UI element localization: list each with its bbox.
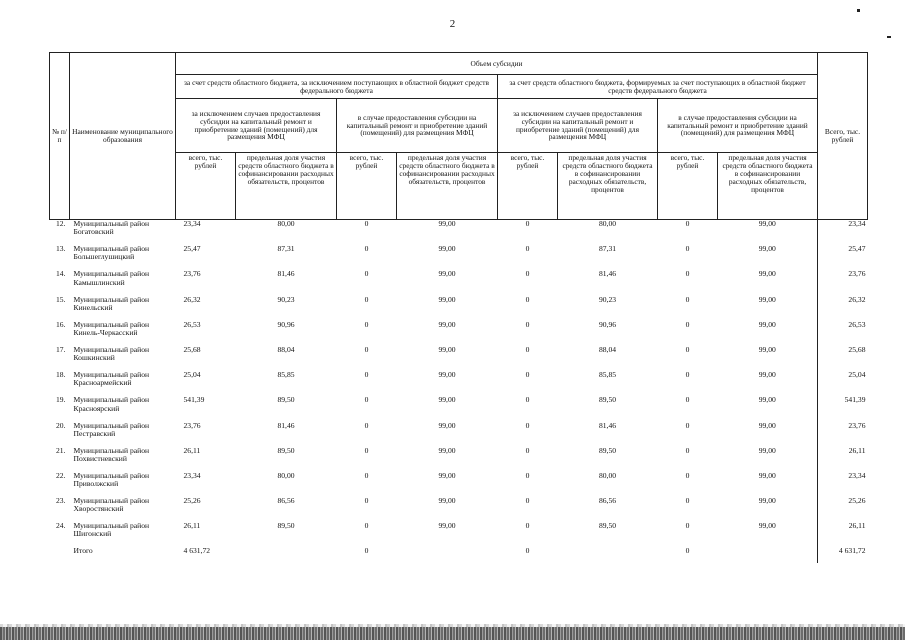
- row-total: 23,34: [818, 220, 868, 246]
- cell-sum: 0: [364, 370, 369, 380]
- row-total: 23,34: [818, 472, 868, 497]
- table-row: [50, 245, 868, 270]
- cell-pct: 99,00: [438, 370, 456, 380]
- table-row: [50, 497, 868, 522]
- cell-sum: 0: [364, 395, 369, 405]
- header-group-federal: за счет средств областного бюджета, формируемых за счет поступающих в областной бюджет средств федерального бюджета: [498, 75, 818, 99]
- row-total: 23,76: [818, 270, 868, 295]
- municipality-name: Муниципальный район Похвистневский: [73, 445, 150, 463]
- header-sum: всего, тыс. рублей: [176, 153, 236, 220]
- header-name: Наименование муниципального образования: [70, 53, 176, 220]
- cell-pct: 99,00: [438, 496, 456, 506]
- cell-sum: 0: [685, 294, 690, 304]
- cell-sum: 0: [364, 319, 369, 329]
- cell-sum: 0: [364, 344, 369, 354]
- table-row: [50, 296, 868, 321]
- row-number: 20.: [56, 420, 66, 430]
- cell-sum: 0: [525, 445, 530, 455]
- row-number: 13.: [56, 244, 66, 254]
- page-number: 2: [449, 18, 456, 30]
- cell-pct: 99,00: [438, 294, 456, 304]
- header-volume: Объем субсидии: [176, 53, 818, 75]
- cell-pct: 90,23: [277, 294, 295, 304]
- cell-sum: 0: [685, 244, 690, 254]
- municipality-name: Муниципальный район Хворостянский: [73, 496, 150, 514]
- cell-sum: 23,76: [183, 269, 201, 279]
- municipality-name: Муниципальный район Камышлинский: [73, 269, 150, 287]
- cell-pct: 90,23: [598, 294, 617, 304]
- cell-sum: 23,76: [183, 420, 201, 430]
- cell-sum: 0: [364, 546, 369, 556]
- cell-pct: [718, 547, 818, 563]
- table-row: [50, 472, 868, 497]
- cell-pct: 99,00: [758, 319, 776, 329]
- cell-sum: 0: [685, 269, 690, 279]
- cell-pct: 99,00: [758, 496, 776, 506]
- cell-sum: 0: [525, 269, 530, 279]
- row-number: 19.: [56, 395, 66, 405]
- municipality-name: Муниципальный район Кинельский: [73, 294, 150, 312]
- row-number: 23.: [56, 496, 66, 506]
- cell-pct: 88,04: [598, 344, 617, 354]
- header-num: № п/п: [50, 53, 70, 220]
- cell-pct: 80,00: [598, 470, 617, 480]
- cell-sum: 0: [364, 294, 369, 304]
- cell-pct: 81,46: [598, 269, 617, 279]
- cell-pct: [558, 547, 658, 563]
- header-federal-excl: за исключением случаев предоставления субсидии на капитальный ремонт и приобретение зданий (помещений) для размещения МФЦ: [498, 99, 658, 153]
- cell-sum: 0: [525, 521, 530, 531]
- table-row: [50, 396, 868, 421]
- subsidy-table: [49, 52, 868, 563]
- row-total: 25,26: [818, 497, 868, 522]
- cell-sum: 0: [525, 344, 530, 354]
- cell-pct: 99,00: [438, 470, 456, 480]
- cell-pct: 99,00: [758, 521, 776, 531]
- cell-pct: 99,00: [758, 445, 776, 455]
- scan-edge: [0, 627, 905, 640]
- header-total: Всего, тыс. рублей: [818, 53, 868, 220]
- row-total: 25,47: [818, 245, 868, 270]
- cell-pct: 81,46: [277, 420, 295, 430]
- cell-pct: 88,04: [277, 344, 295, 354]
- cell-sum: 0: [685, 319, 690, 329]
- row-number: 24.: [56, 521, 66, 531]
- total-row: [50, 547, 868, 563]
- cell-sum: 0: [364, 445, 369, 455]
- row-total: 541,39: [818, 396, 868, 421]
- cell-sum: 0: [685, 370, 690, 380]
- cell-sum: 541,39: [183, 395, 205, 405]
- cell-sum: 0: [364, 244, 369, 254]
- cell-pct: 99,00: [438, 219, 456, 228]
- cell-pct: 85,85: [277, 370, 295, 380]
- table-row: [50, 220, 868, 246]
- cell-sum: 0: [525, 496, 530, 506]
- cell-pct: 99,00: [758, 470, 776, 480]
- cell-pct: 99,00: [438, 445, 456, 455]
- cell-pct: 99,00: [758, 219, 776, 228]
- row-number: 22.: [56, 470, 66, 480]
- municipality-name: Муниципальный район Приволжский: [73, 470, 150, 489]
- row-total: 26,11: [818, 447, 868, 472]
- header-pct: предельная доля участия средств областного бюджета в софинансировании расходных обязательств, процентов: [558, 153, 658, 220]
- cell-sum: 0: [685, 219, 690, 228]
- municipality-name: Муниципальный район Красноярский: [73, 395, 150, 413]
- cell-pct: 80,00: [598, 219, 617, 228]
- table-row: [50, 346, 868, 371]
- municipality-name: Муниципальный район Богатовский: [73, 219, 150, 237]
- cell-pct: 99,00: [438, 521, 456, 531]
- cell-pct: 89,50: [277, 521, 295, 531]
- row-total: 23,76: [818, 422, 868, 447]
- row-total: 26,11: [818, 522, 868, 547]
- cell-sum: 0: [364, 470, 369, 480]
- cell-pct: 99,00: [758, 269, 776, 279]
- cell-pct: 86,56: [598, 496, 617, 506]
- table-row: [50, 371, 868, 396]
- cell-pct: 86,56: [277, 496, 295, 506]
- row-number: 12.: [56, 219, 66, 228]
- table-row: [50, 522, 868, 547]
- header-pct: предельная доля участия средств областного бюджета в софинансировании расходных обязательств, процентов: [718, 153, 818, 220]
- row-total: 4 631,72: [818, 547, 868, 563]
- cell-pct: 81,46: [598, 420, 617, 430]
- cell-sum: 0: [525, 219, 530, 228]
- table-row: [50, 422, 868, 447]
- cell-sum: 0: [364, 269, 369, 279]
- header-pct: предельная доля участия средств областного бюджета в софинансировании расходных обязательств, процентов: [236, 153, 337, 220]
- municipality-name: Муниципальный район Кинель-Черкасский: [73, 319, 150, 337]
- cell-sum: 0: [525, 294, 530, 304]
- cell-pct: 80,00: [277, 219, 295, 228]
- cell-pct: 99,00: [438, 244, 456, 254]
- cell-pct: 99,00: [438, 420, 456, 430]
- municipality-name: Муниципальный район Большеглушицкий: [73, 244, 150, 262]
- cell-sum: 0: [685, 445, 690, 455]
- cell-pct: 87,31: [598, 244, 617, 254]
- cell-pct: 89,50: [598, 521, 617, 531]
- cell-pct: 80,00: [277, 470, 295, 480]
- row-total: 25,04: [818, 371, 868, 396]
- cell-sum: 0: [525, 546, 530, 556]
- cell-sum: 0: [364, 219, 369, 228]
- cell-sum: 0: [525, 319, 530, 329]
- cell-sum: 26,11: [183, 521, 201, 531]
- cell-pct: 99,00: [758, 294, 776, 304]
- cell-sum: 0: [685, 344, 690, 354]
- cell-sum: 0: [525, 370, 530, 380]
- row-number: 18.: [56, 370, 66, 380]
- cell-pct: 85,85: [598, 370, 617, 380]
- row-total: 25,68: [818, 346, 868, 371]
- cell-sum: 25,68: [183, 344, 201, 354]
- cell-pct: 99,00: [758, 344, 776, 354]
- cell-pct: 89,50: [277, 445, 295, 455]
- cell-sum: 0: [685, 521, 690, 531]
- row-total: 26,53: [818, 321, 868, 346]
- row-number: [50, 547, 70, 563]
- header-sum: всего, тыс. рублей: [498, 153, 558, 220]
- cell-pct: 89,50: [598, 395, 617, 405]
- cell-pct: 87,31: [277, 244, 295, 254]
- table-row: [50, 270, 868, 295]
- cell-pct: 99,00: [758, 370, 776, 380]
- cell-pct: [236, 547, 337, 563]
- cell-pct: 90,96: [277, 319, 295, 329]
- cell-sum: 0: [685, 420, 690, 430]
- cell-pct: 90,96: [598, 319, 617, 329]
- cell-sum: 0: [685, 470, 690, 480]
- cell-pct: 89,50: [277, 395, 295, 405]
- municipality-name: Итого: [73, 546, 93, 556]
- cell-sum: 0: [685, 546, 690, 556]
- row-number: 21.: [56, 445, 66, 455]
- cell-pct: 81,46: [277, 269, 295, 279]
- cell-sum: 0: [364, 420, 369, 430]
- cell-sum: 26,32: [183, 294, 201, 304]
- row-number: 16.: [56, 319, 66, 329]
- cell-pct: 99,00: [438, 344, 456, 354]
- cell-sum: 0: [364, 496, 369, 506]
- cell-pct: 99,00: [758, 244, 776, 254]
- municipality-name: Муниципальный район Пестравский: [73, 420, 150, 438]
- header-pct: предельная доля участия средств областного бюджета в софинансировании расходных обязательств, процентов: [397, 153, 498, 220]
- header-group-regional: за счет средств областного бюджета, за исключением поступающих в областной бюджет средств федерального бюджета: [176, 75, 498, 99]
- cell-pct: [397, 547, 498, 563]
- cell-sum: 25,04: [183, 370, 201, 380]
- cell-pct: 99,00: [438, 395, 456, 405]
- cell-sum: 0: [685, 496, 690, 506]
- cell-sum: 25,47: [183, 244, 201, 254]
- table-row: [50, 447, 868, 472]
- cell-sum: 0: [685, 395, 690, 405]
- cell-sum: 4 631,72: [183, 546, 211, 556]
- header-sum: всего, тыс. рублей: [337, 153, 397, 220]
- header-regional-excl: за исключением случаев предоставления субсидии на капитальный ремонт и приобретение зданий (помещений) для размещения МФЦ: [176, 99, 337, 153]
- municipality-name: Муниципальный район Красноармейский: [73, 370, 150, 388]
- row-number: 15.: [56, 294, 66, 304]
- scan-speck: [857, 9, 860, 12]
- scan-speck: [887, 36, 891, 38]
- cell-sum: 26,53: [183, 319, 201, 329]
- row-number: 14.: [56, 269, 66, 279]
- table-body: [50, 220, 868, 564]
- cell-pct: 99,00: [438, 319, 456, 329]
- cell-pct: 99,00: [438, 269, 456, 279]
- cell-sum: 0: [525, 244, 530, 254]
- row-number: 17.: [56, 344, 66, 354]
- cell-sum: 0: [364, 521, 369, 531]
- cell-sum: 23,34: [183, 219, 201, 228]
- municipality-name: Муниципальный район Кошкинский: [73, 344, 150, 363]
- table-row: [50, 321, 868, 346]
- cell-sum: 26,11: [183, 445, 201, 455]
- cell-sum: 25,26: [183, 496, 201, 506]
- cell-sum: 0: [525, 395, 530, 405]
- cell-pct: 99,00: [758, 395, 776, 405]
- cell-pct: 89,50: [598, 445, 617, 455]
- cell-sum: 0: [525, 420, 530, 430]
- row-total: 26,32: [818, 296, 868, 321]
- header-federal-case: в случае предоставления субсидии на капитальный ремонт и приобретение зданий (помещений) для размещения МФЦ: [658, 99, 818, 153]
- municipality-name: Муниципальный район Шигонский: [73, 521, 150, 539]
- header-regional-case: в случае предоставления субсидии на капитальный ремонт и приобретение зданий (помещений) для размещения МФЦ: [337, 99, 498, 153]
- cell-pct: 99,00: [758, 420, 776, 430]
- header-sum: всего, тыс. рублей: [658, 153, 718, 220]
- cell-sum: 23,34: [183, 470, 201, 480]
- cell-sum: 0: [525, 470, 530, 480]
